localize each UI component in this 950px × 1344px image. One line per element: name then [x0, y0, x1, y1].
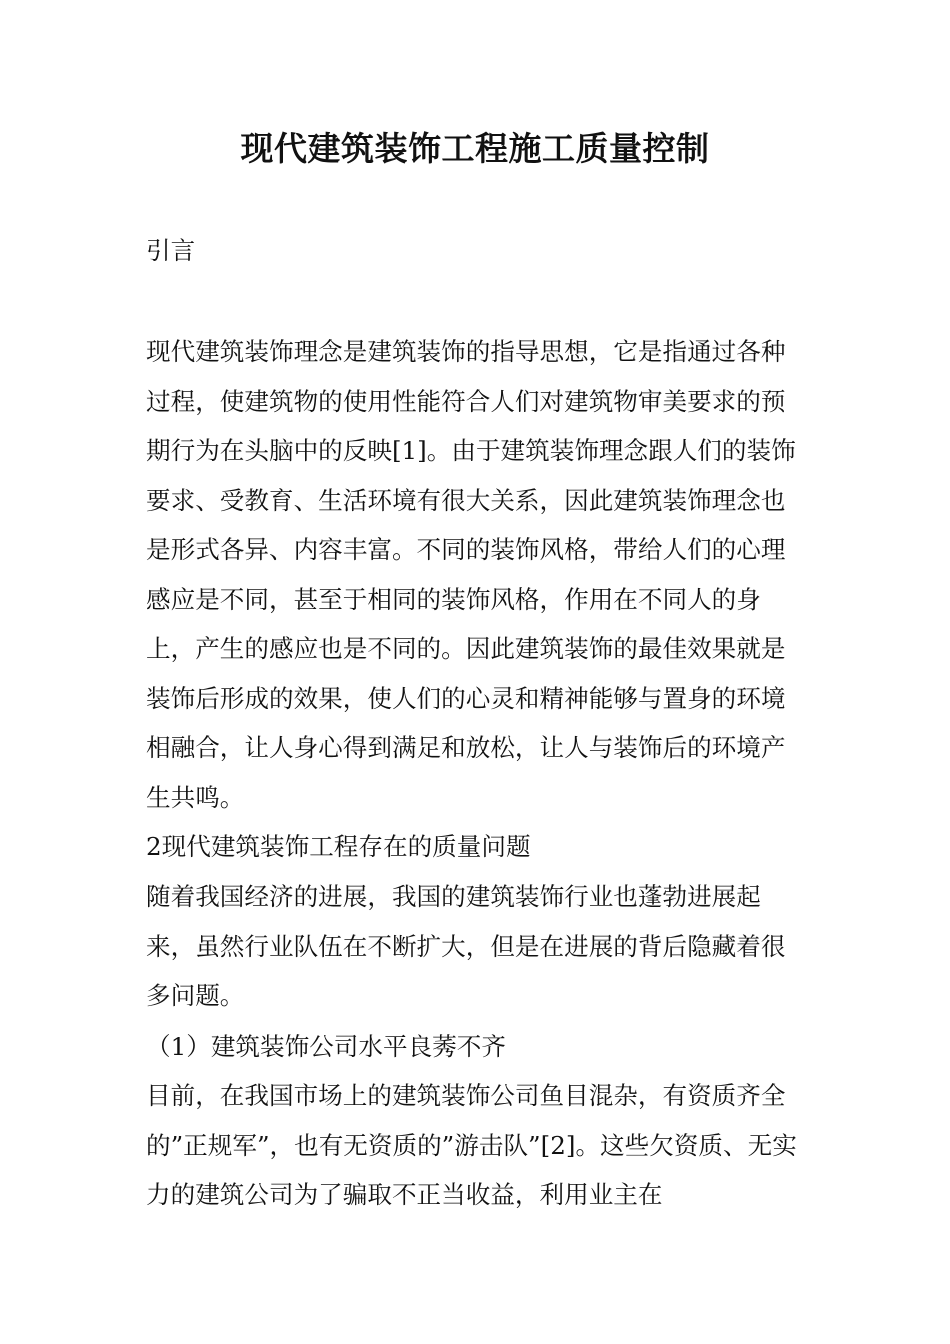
paragraph-section-2: 随着我国经济的进展，我国的建筑装饰行业也蓬勃进展起来，虽然行业队伍在不断扩大，但是在进展的背后隐藏着很多问题。: [146, 882, 786, 1010]
section-heading-2: 2现代建筑装饰工程存在的质量问题: [146, 832, 531, 861]
intro-label: 引言: [146, 236, 196, 265]
paragraph-subsection-1: 目前，在我国市场上的建筑装饰公司鱼目混杂，有资质齐全的”正规军”，也有无资质的”游击队”[2]。这些欠资质、无实力的建筑公司为了骗取不正当收益，利用业主在: [146, 1081, 797, 1209]
document-title: 现代建筑装饰工程施工质量控制: [240, 129, 710, 168]
paragraph-intro: 现代建筑装饰理念是建筑装饰的指导思想，它是指通过各种过程，使建筑物的使用性能符合人们对建筑物审美要求的预期行为在头脑中的反映[1]。由于建筑装饰理念跟人们的装饰要求、受教育、生活环境有很大关系，因此建筑装饰理念也是形式各异、内容丰富。不同的装饰风格，带给人们的心理感应是不同，甚至于相同的装饰风格，作用在不同人的身上，产生的感应也是不同的。因此建筑装饰的最佳效果就是装饰后形成的效果，使人们的心灵和精神能够与置身的环境相融合，让人身心得到满足和放松，让人与装饰后的环境产生共鸣。: [146, 337, 796, 812]
subheading-1: （1）建筑装饰公司水平良莠不齐: [146, 1032, 506, 1061]
